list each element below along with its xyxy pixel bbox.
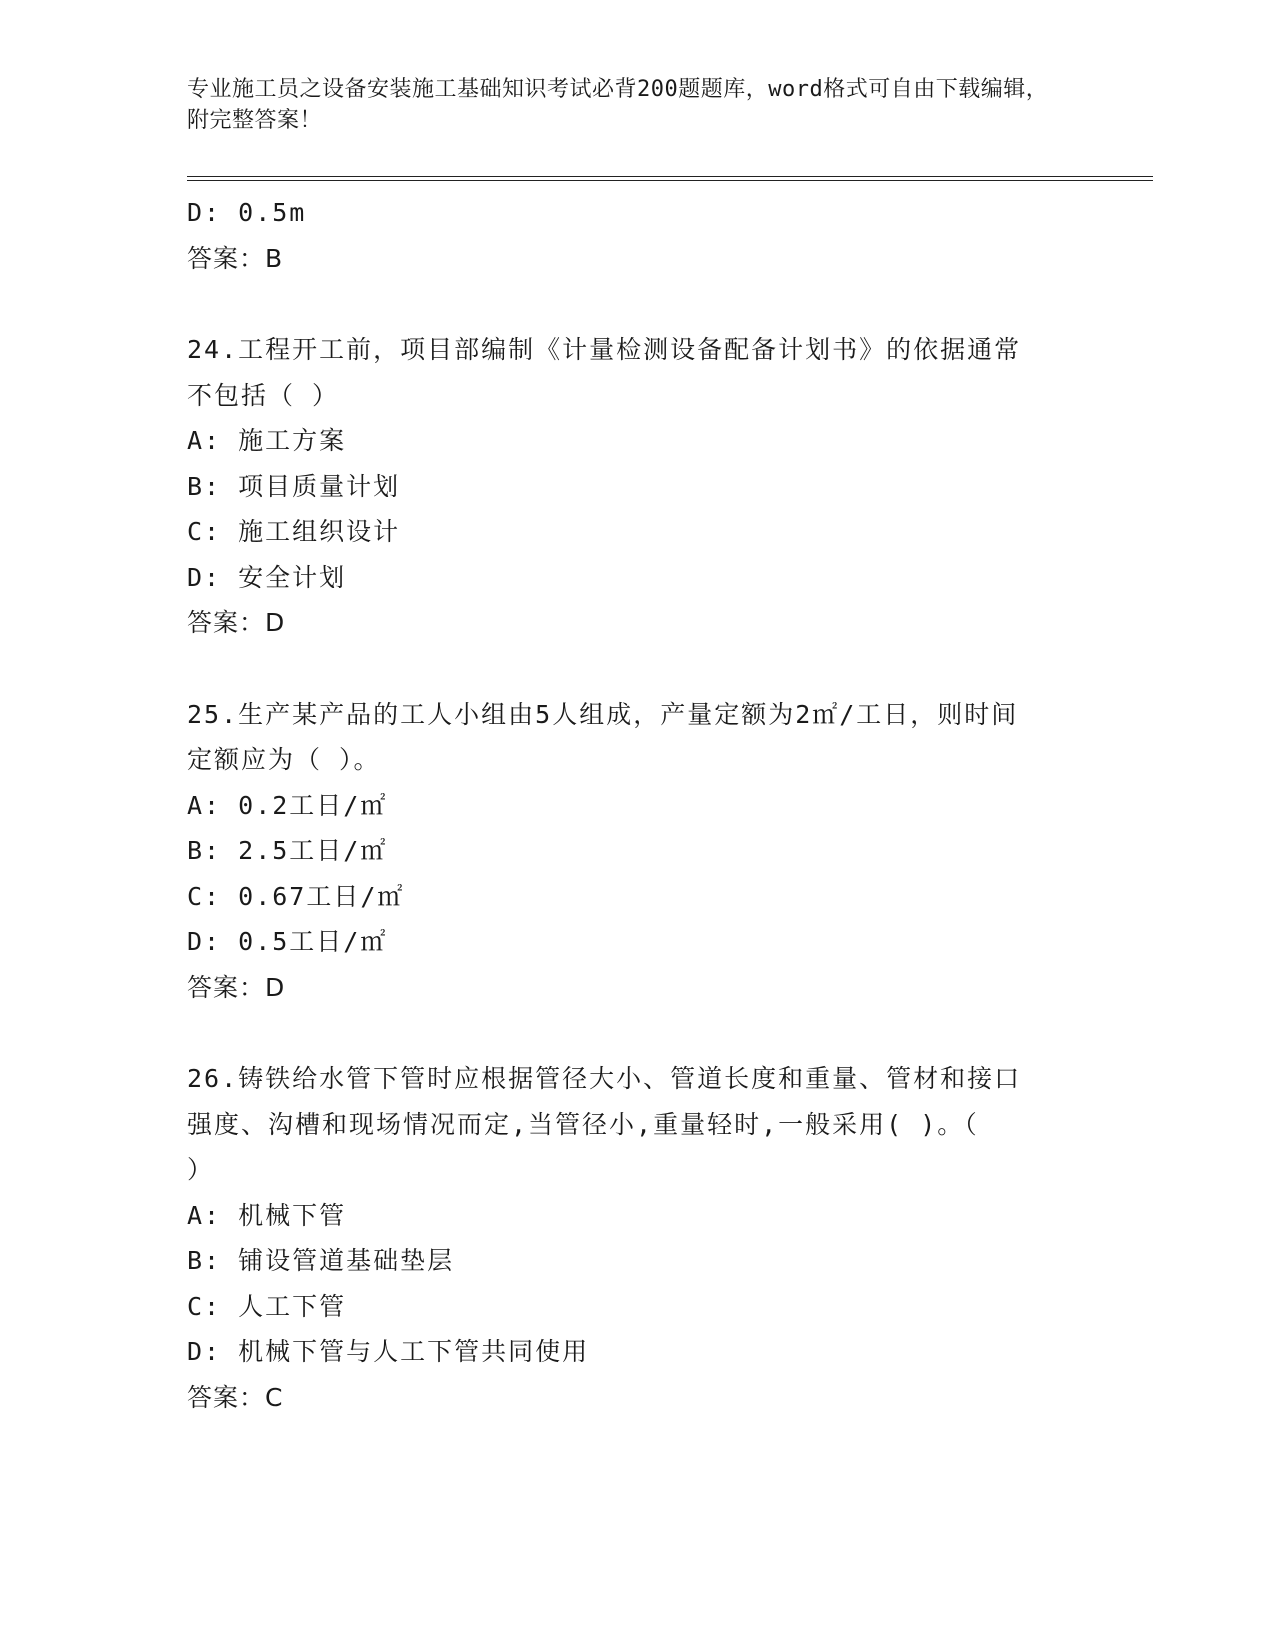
option-d: D: 机械下管与人工下管共同使用: [187, 1337, 590, 1366]
question-stem-continued: 定额应为（ ）。: [187, 745, 381, 774]
question-content: [187, 190, 1087, 1420]
question-26: [187, 1056, 1087, 1420]
option-b: B: 2.5工日/㎡: [187, 836, 388, 865]
option-c: C: 0.67工日/㎡: [187, 881, 405, 911]
option-d: D: 0.5工日/㎡: [187, 927, 388, 956]
spacer: [187, 646, 1087, 692]
question-stem: 24.工程开工前，项目部编制《计量检测设备配备计划书》的依据通常: [187, 335, 1022, 364]
spacer: [187, 281, 1087, 327]
header-rule-top: [187, 176, 1153, 177]
option-d: D: 0.5m: [187, 198, 307, 227]
answer-line: 答案：D: [187, 972, 286, 1002]
answer-line: 答案：B: [187, 243, 284, 273]
question-stem-continued: 强度、沟槽和现场情况而定,当管径小,重量轻时,一般采用( )。（: [187, 1109, 979, 1139]
option-a: A: 机械下管: [187, 1200, 347, 1230]
option-a: A: 0.2工日/㎡: [187, 790, 388, 820]
question-25: [187, 692, 1087, 1011]
spacer: [187, 1010, 1087, 1056]
option-b: B: 铺设管道基础垫层: [187, 1246, 455, 1275]
option-a: A: 施工方案: [187, 426, 347, 455]
answer-line: 答案：C: [187, 1382, 284, 1412]
question-stem: 26.铸铁给水管下管时应根据管径大小、管道长度和重量、管材和接口: [187, 1064, 1022, 1093]
option-c: C: 人工下管: [187, 1291, 347, 1321]
previous-question-fragment: [187, 190, 1087, 281]
option-b: B: 项目质量计划: [187, 471, 401, 501]
question-stem-continued: 不包括（ ）: [187, 380, 340, 410]
option-d: D: 安全计划: [187, 562, 347, 592]
header-rule-bottom: [187, 180, 1153, 181]
page-header: 专业施工员之设备安装施工基础知识考试必背200题题库，word格式可自由下载编辑，附完整答案！: [187, 77, 1049, 133]
option-c: C: 施工组织设计: [187, 517, 401, 546]
question-24: [187, 327, 1087, 646]
question-stem: 25.生产某产品的工人小组由5人组成，产量定额为2㎡/工日，则时间: [187, 699, 1019, 729]
question-stem-continued: ）: [187, 1155, 215, 1184]
answer-line: 答案：D: [187, 608, 286, 637]
